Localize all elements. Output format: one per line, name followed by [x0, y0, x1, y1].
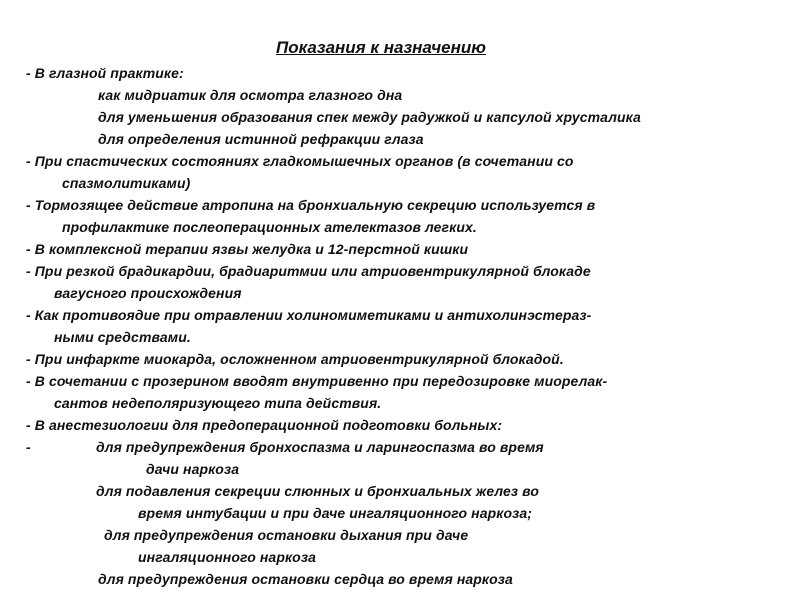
text-line: для предупреждения остановки сердца во время наркоза [98, 571, 513, 587]
text-line: для предупреждения остановки дыхания при даче [104, 527, 469, 543]
text-line: время интубации и при даче ингаляционного наркоза; [138, 505, 532, 521]
text-line: - Тормозящее действие атропина на бронхиальную секрецию используется в [26, 197, 596, 213]
text-line: для уменьшения образования спек между радужкой и капсулой хрусталика [98, 109, 641, 125]
text-line: - При инфаркте миокарда, осложненном атриовентрикулярной блокадой. [26, 351, 564, 367]
text-line: - При резкой брадикардии, брадиаритмии или атриовентрикулярной блокаде [26, 263, 591, 279]
text-line: - В сочетании с прозерином вводят внутривенно при передозировке миорелак- [26, 373, 608, 389]
text-line: - В комплексной терапии язвы желудка и 12-перстной кишки [26, 241, 469, 257]
text-line: - Как противоядие при отравлении холиномиметиками и антихолинэстераз- [26, 307, 592, 323]
text-line: для подавления секреции слюнных и бронхиальных желез во [96, 483, 539, 499]
text-line: - В анестезиологии для предоперационной подготовки больных: [26, 417, 503, 433]
text-line: для определения истинной рефракции глаза [98, 131, 424, 147]
text-line: ингаляционного наркоза [138, 549, 316, 565]
text-line: вагусного происхождения [54, 285, 242, 301]
text-line: для предупреждения бронхоспазма и ларингоспазма во время [96, 439, 544, 455]
text-line: спазмолитиками) [62, 175, 191, 191]
text-line: - При спастических состояниях гладкомышечных органов (в сочетании со [26, 153, 574, 169]
text-line: как мидриатик для осмотра глазного дна [98, 87, 403, 103]
text-line: ными средствами. [54, 329, 191, 345]
text-line: - В глазной практике: [26, 65, 184, 81]
text-line: дачи наркоза [146, 461, 240, 477]
text-line: сантов недеполяризующего типа действия. [54, 395, 382, 411]
text-line: - [26, 439, 31, 455]
page-title: Показания к назначению [276, 38, 486, 57]
text-line: профилактике послеоперационных ателектазов легких. [62, 219, 477, 235]
